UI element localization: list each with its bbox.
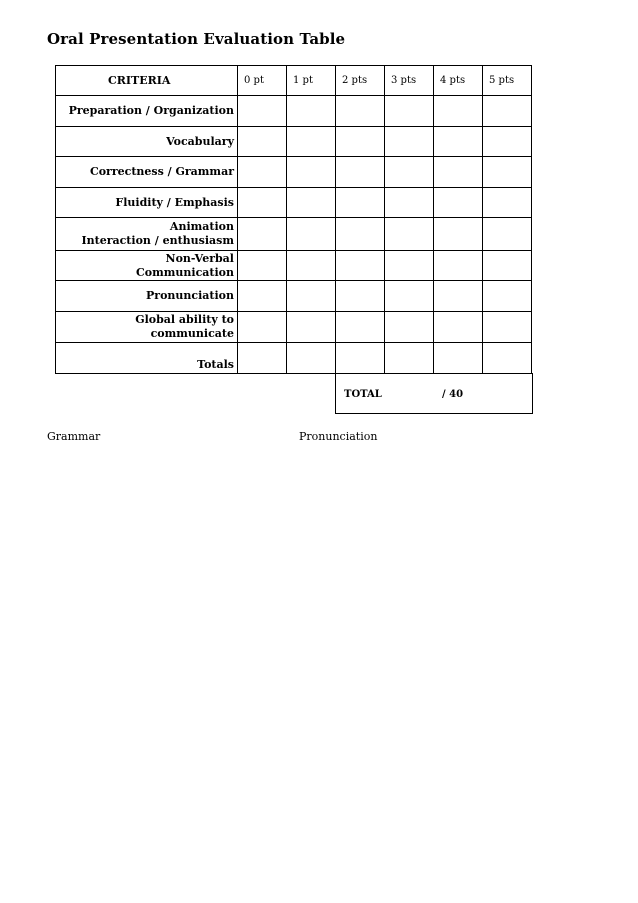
criteria-row (56, 281, 532, 312)
score-cell[interactable] (287, 96, 336, 127)
score-cell[interactable] (434, 281, 483, 312)
score-cell[interactable] (385, 251, 434, 281)
score-cell[interactable] (483, 343, 532, 374)
score-cell[interactable] (434, 218, 483, 251)
score-cell[interactable] (434, 251, 483, 281)
criteria-label (56, 343, 238, 374)
score-cell[interactable] (287, 312, 336, 343)
footer-grammar-label: Grammar (47, 430, 101, 443)
criteria-row (56, 251, 532, 281)
grand-total-label: TOTAL (344, 389, 382, 400)
criteria-label (56, 188, 238, 218)
score-cell[interactable] (238, 343, 287, 374)
criteria-label-line: Pronunciation (146, 289, 234, 302)
score-cell[interactable] (483, 251, 532, 281)
footer-pronunciation-label: Pronunciation (299, 430, 378, 443)
score-cell[interactable] (336, 218, 385, 251)
score-cell[interactable] (287, 127, 336, 157)
score-cell[interactable] (385, 96, 434, 127)
criteria-label (56, 127, 238, 157)
score-cell[interactable] (385, 127, 434, 157)
score-cell[interactable] (287, 218, 336, 251)
criteria-label (56, 312, 238, 343)
score-cell[interactable] (434, 157, 483, 188)
score-cell[interactable] (434, 96, 483, 127)
page-title: Oral Presentation Evaluation Table (47, 30, 346, 48)
score-header-2: 2 pts (336, 66, 385, 96)
score-cell[interactable] (287, 251, 336, 281)
totals-row (56, 343, 532, 374)
score-header-3: 3 pts (385, 66, 434, 96)
score-cell[interactable] (336, 312, 385, 343)
score-cell[interactable] (434, 127, 483, 157)
score-cell[interactable] (434, 188, 483, 218)
criteria-label-line: Global ability to (135, 313, 234, 326)
score-cell[interactable] (287, 281, 336, 312)
score-cell[interactable] (238, 96, 287, 127)
criteria-label-line: Fluidity / Emphasis (115, 195, 234, 209)
score-header-4: 4 pts (434, 66, 483, 96)
score-cell[interactable] (336, 96, 385, 127)
score-cell[interactable] (336, 251, 385, 281)
score-cell[interactable] (483, 218, 532, 251)
score-cell[interactable] (434, 312, 483, 343)
score-cell[interactable] (336, 188, 385, 218)
criteria-row (56, 96, 532, 127)
criteria-label-line: Correctness / Grammar (89, 165, 234, 178)
score-cell[interactable] (483, 96, 532, 127)
criteria-row (56, 188, 532, 218)
score-cell[interactable] (385, 312, 434, 343)
score-cell[interactable] (385, 188, 434, 218)
score-cell[interactable] (238, 127, 287, 157)
criteria-label (56, 251, 238, 281)
criteria-label-line: Animation (169, 220, 234, 233)
table-header-row (56, 66, 532, 96)
score-cell[interactable] (336, 281, 385, 312)
score-cell[interactable] (483, 188, 532, 218)
score-cell[interactable] (238, 188, 287, 218)
score-cell[interactable] (336, 157, 385, 188)
criteria-label-line: Totals (197, 358, 234, 371)
score-cell[interactable] (483, 281, 532, 312)
score-cell[interactable] (336, 343, 385, 374)
criteria-label-line: Vocabulary (166, 134, 234, 148)
score-header-1: 1 pt (287, 66, 336, 96)
criteria-label (56, 157, 238, 188)
score-cell[interactable] (385, 218, 434, 251)
score-cell[interactable] (336, 127, 385, 157)
score-cell[interactable] (385, 157, 434, 188)
grand-total-out-of: / 40 (442, 389, 464, 400)
criteria-label (56, 218, 238, 251)
score-cell[interactable] (483, 157, 532, 188)
criteria-label (56, 281, 238, 312)
criteria-label-line: Communication (136, 265, 234, 279)
score-cell[interactable] (385, 281, 434, 312)
score-cell[interactable] (287, 343, 336, 374)
score-cell[interactable] (238, 218, 287, 251)
score-cell[interactable] (238, 157, 287, 188)
score-cell[interactable] (238, 281, 287, 312)
grand-total-box (335, 373, 533, 414)
score-cell[interactable] (238, 312, 287, 343)
score-cell[interactable] (483, 312, 532, 343)
score-cell[interactable] (385, 343, 434, 374)
criteria-header: CRITERIA (56, 66, 238, 96)
criteria-label-line: Preparation / Organization (68, 104, 234, 117)
score-header-0: 0 pt (238, 66, 287, 96)
evaluation-table (55, 65, 532, 374)
score-cell[interactable] (483, 127, 532, 157)
score-cell[interactable] (434, 343, 483, 374)
criteria-row (56, 157, 532, 188)
score-cell[interactable] (287, 157, 336, 188)
criteria-label-line: Non-Verbal (165, 251, 234, 265)
criteria-row (56, 312, 532, 343)
criteria-row (56, 218, 532, 251)
criteria-label-line: communicate (150, 327, 234, 340)
score-header-5: 5 pts (483, 66, 532, 96)
score-cell[interactable] (287, 188, 336, 218)
criteria-row (56, 127, 532, 157)
criteria-label (56, 96, 238, 127)
criteria-label-line: Interaction / enthusiasm (81, 234, 234, 247)
score-cell[interactable] (238, 251, 287, 281)
